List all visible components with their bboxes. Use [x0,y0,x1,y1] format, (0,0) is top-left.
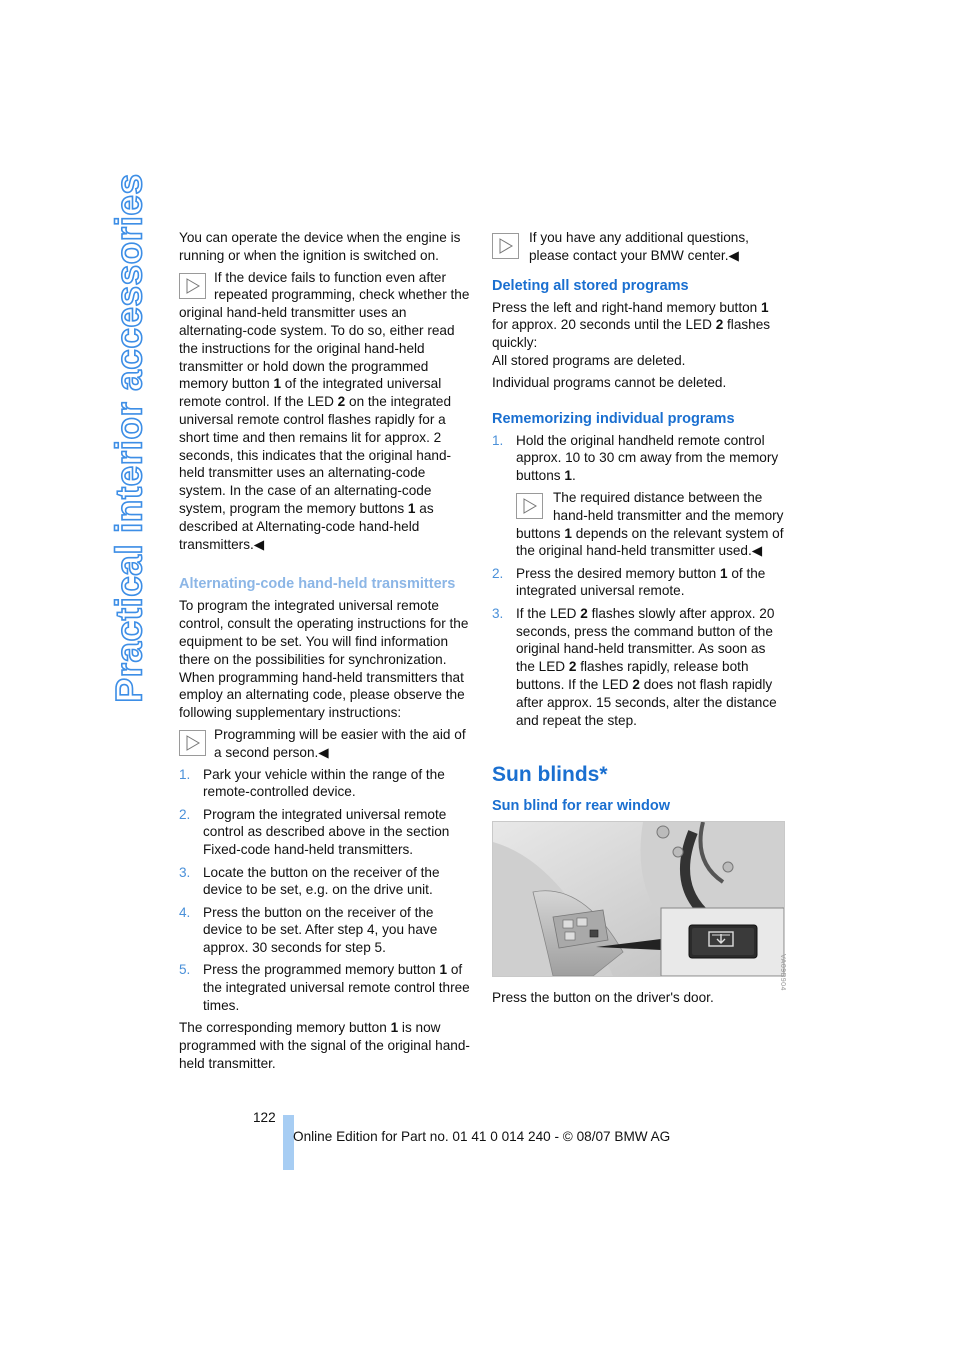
figure-code: VA09B904 [779,954,786,991]
list-item: 2. Program the integrated universal remote control as described above in the section Fixed-code hand-held transmitters. [179,806,450,858]
note-arrow-icon [492,233,519,259]
note-block [179,269,471,554]
note-block [516,489,785,560]
note-arrow-icon [179,730,206,756]
steps-list [179,766,471,1015]
section-heading: Rememorizing individual programs [492,410,735,427]
paragraph: When programming hand-held transmitters that employ an alternating code, please observe the following supplementary instructions: [179,669,465,721]
intro-paragraph: You can operate the device when the engine is running or when the ignition is switched on. [179,230,461,263]
list-item: 1. Hold the original handheld remote control approx. 10 to 30 cm away from the memory buttons 1. The required distance between the hand-held transmitter and the memory buttons 1 depends on the relevant system of the original hand-held transmitter used.◀ [492,432,784,559]
right-column [492,229,785,1011]
paragraph: Press the left and right-hand memory button 1 for approx. 20 seconds until the LED 2 flashes quickly: [492,299,771,351]
paragraph: To program the integrated universal remote control, consult the operating instructions for the equipment to be set. You will find information there on the possibilities for synchronization. [179,598,469,667]
note-text: The required distance between the hand-held transmitter and the memory buttons 1 depends on the relevant system of the original hand-held transmitter used.◀ [516,489,784,559]
note-text: Programming will be easier with the aid of a second person.◀ [214,726,466,760]
list-item: 3. If the LED 2 flashes slowly after approx. 20 seconds, press the command button of the original hand-held transmitter. As soon as the LED 2 flashes rapidly, release both buttons. If the LED 2 does not flash rapidly after approx. 15 seconds, alter the distance and repeat the step. [492,605,777,728]
note-block [492,229,785,265]
paragraph: Individual programs cannot be deleted. [492,374,727,390]
section-title: Sun blinds* [492,763,608,787]
note-text: If you have any additional questions, please contact your BMW center.◀ [529,230,749,263]
note-arrow-icon [516,493,543,519]
section-heading: Sun blind for rear window [492,798,671,815]
section-subheading: Alternating-code hand-held transmitters [179,576,456,593]
section-heading: Deleting all stored programs [492,277,689,294]
figure-caption: Press the button on the driver's door. [492,990,714,1006]
left-column [179,229,471,1077]
closing-paragraph: The corresponding memory button 1 is now programmed with the signal of the original hand-held transmitter. [179,1020,470,1071]
list-item: 1. Park your vehicle within the range of the remote-controlled device. [179,766,445,800]
footer-edition-text: Online Edition for Part no. 01 41 0 014 240 - © 08/07 BMW AG [293,1129,671,1144]
door-button-figure [492,821,785,977]
list-item: 3. Locate the button on the receiver of the device to be set, e.g. on the drive unit. [179,864,440,898]
steps-list [492,432,785,730]
list-item: 4. Press the button on the receiver of the device to be set. After step 4, you have approx. 30 seconds for step 5. [179,904,438,956]
list-item: 5. Press the programmed memory button 1 of the integrated universal remote control three times. [179,962,470,1014]
note-text: If the device fails to function even after repeated programming, check whether the original hand-held transmitter uses an alternating-code system. To do so, either read the instructions for the original hand-held transmitter or hold down the programmed memory button 1 of the integrated universal remote control. If the LED 2 on the integrated universal remote control flashes rapidly for a short time and then remains lit for approx. 2 seconds, this indicates that the original hand-held transmitter uses an alternating-code system. In the case of an alternating-code system, program the memory buttons 1 as described at Alternating-code hand-held transmitters.◀ [179,269,470,552]
list-item: 2. Press the desired memory button 1 of the integrated universal remote. [492,565,766,599]
page-number: 122 [253,1110,276,1125]
note-arrow-icon [179,273,206,299]
paragraph: All stored programs are deleted. [492,352,686,368]
door-panel-illustration [493,822,784,976]
note-block [179,726,471,762]
chapter-sidebar-title: Practical interior accessories [109,173,151,703]
